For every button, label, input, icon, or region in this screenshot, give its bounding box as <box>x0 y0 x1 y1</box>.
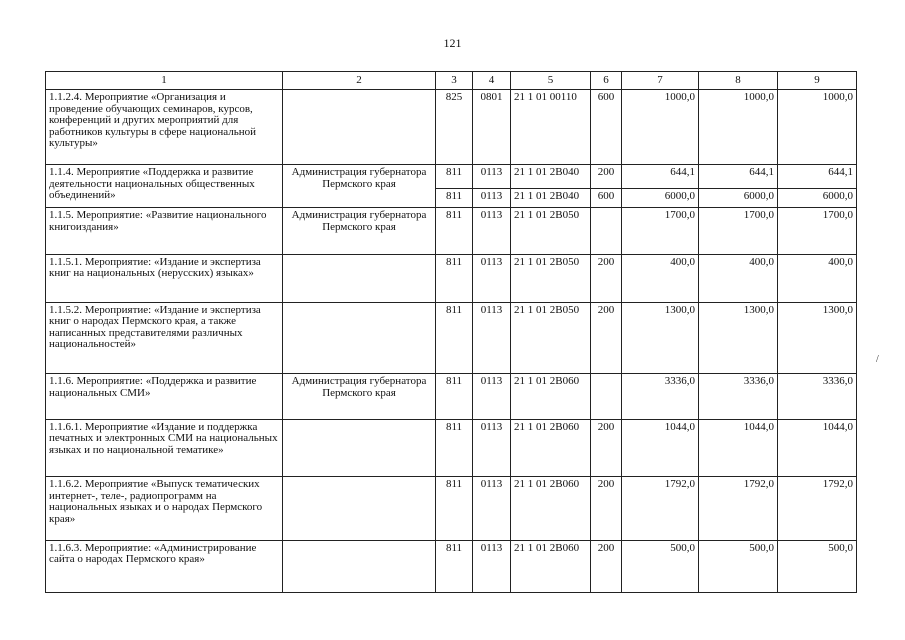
amount-year-3: 644,1 <box>778 165 857 189</box>
amount-year-2: 1300,0 <box>699 302 778 374</box>
amount-year-1: 6000,0 <box>622 188 699 207</box>
page-number: 121 <box>443 36 462 50</box>
amount-year-3: 400,0 <box>778 254 857 302</box>
table-row <box>46 302 857 374</box>
responsible-executor: Администрация губернатора Пермского края <box>283 165 436 208</box>
table-row <box>46 540 857 592</box>
amount-year-1: 1700,0 <box>622 208 699 254</box>
code-expense-type: 600 <box>591 90 622 165</box>
column-number-8: 8 <box>699 72 778 90</box>
activity-name: 1.1.6.1. Мероприятие «Издание и поддержка печатных и электронных СМИ на национальных языках и по национальной тематике» <box>46 419 283 476</box>
code-section: 0113 <box>473 208 511 254</box>
responsible-executor <box>283 302 436 374</box>
table-row <box>46 477 857 541</box>
column-number-2: 2 <box>283 72 436 90</box>
amount-year-1: 1792,0 <box>622 477 699 541</box>
amount-year-2: 1700,0 <box>699 208 778 254</box>
budget-table <box>45 71 857 593</box>
code-grbs: 811 <box>436 254 473 302</box>
amount-year-3: 3336,0 <box>778 374 857 419</box>
code-section: 0113 <box>473 188 511 207</box>
column-number-7: 7 <box>622 72 699 90</box>
amount-year-3: 1044,0 <box>778 419 857 476</box>
code-target-article: 21 1 01 2В050 <box>511 254 591 302</box>
table-row <box>46 419 857 476</box>
activity-name: 1.1.2.4. Мероприятие «Организация и проведение обучающих семинаров, курсов, конференций и других мероприятий для работников культуры в сфере национальной культуры» <box>46 90 283 165</box>
amount-year-1: 1300,0 <box>622 302 699 374</box>
code-target-article: 21 1 01 2В060 <box>511 477 591 541</box>
code-expense-type: 200 <box>591 477 622 541</box>
code-grbs: 811 <box>436 477 473 541</box>
amount-year-2: 3336,0 <box>699 374 778 419</box>
table-row <box>46 90 857 165</box>
code-expense-type: 600 <box>591 188 622 207</box>
code-expense-type: 200 <box>591 419 622 476</box>
code-section: 0113 <box>473 165 511 189</box>
code-expense-type: 200 <box>591 254 622 302</box>
code-section: 0113 <box>473 419 511 476</box>
code-target-article: 21 1 01 2В050 <box>511 302 591 374</box>
code-section: 0113 <box>473 374 511 419</box>
table-row <box>46 374 857 419</box>
activity-name: 1.1.6.2. Мероприятие «Выпуск тематических интернет-, теле-, радиопрограмм на национальных языках и о народах Пермского края» <box>46 477 283 541</box>
code-target-article: 21 1 01 2В060 <box>511 419 591 476</box>
amount-year-3: 1700,0 <box>778 208 857 254</box>
code-section: 0801 <box>473 90 511 165</box>
responsible-executor <box>283 477 436 541</box>
responsible-executor <box>283 254 436 302</box>
code-grbs: 811 <box>436 374 473 419</box>
amount-year-1: 644,1 <box>622 165 699 189</box>
table-row <box>46 208 857 254</box>
amount-year-2: 644,1 <box>699 165 778 189</box>
column-number-3: 3 <box>436 72 473 90</box>
code-grbs: 811 <box>436 188 473 207</box>
code-section: 0113 <box>473 540 511 592</box>
amount-year-2: 1792,0 <box>699 477 778 541</box>
amount-year-3: 1792,0 <box>778 477 857 541</box>
code-grbs: 811 <box>436 302 473 374</box>
amount-year-3: 1000,0 <box>778 90 857 165</box>
activity-name: 1.1.6. Мероприятие: «Поддержка и развитие национальных СМИ» <box>46 374 283 419</box>
code-expense-type: 200 <box>591 165 622 189</box>
activity-name: 1.1.5.1. Мероприятие: «Издание и экспертиза книг на национальных (нерусских) языках» <box>46 254 283 302</box>
margin-mark: / <box>876 354 879 365</box>
code-target-article: 21 1 01 2В050 <box>511 208 591 254</box>
activity-name: 1.1.5. Мероприятие: «Развитие национального книгоиздания» <box>46 208 283 254</box>
amount-year-1: 1000,0 <box>622 90 699 165</box>
amount-year-1: 500,0 <box>622 540 699 592</box>
amount-year-2: 6000,0 <box>699 188 778 207</box>
responsible-executor <box>283 419 436 476</box>
responsible-executor: Администрация губернатора Пермского края <box>283 374 436 419</box>
code-expense-type <box>591 374 622 419</box>
amount-year-2: 400,0 <box>699 254 778 302</box>
activity-name: 1.1.5.2. Мероприятие: «Издание и экспертиза книг о народах Пермского края, а также написанных представителями различных национальностей» <box>46 302 283 374</box>
amount-year-2: 500,0 <box>699 540 778 592</box>
code-target-article: 21 1 01 2В040 <box>511 165 591 189</box>
amount-year-1: 1044,0 <box>622 419 699 476</box>
amount-year-3: 1300,0 <box>778 302 857 374</box>
amount-year-1: 3336,0 <box>622 374 699 419</box>
header-row <box>46 72 857 90</box>
amount-year-1: 400,0 <box>622 254 699 302</box>
column-number-1: 1 <box>46 72 283 90</box>
code-target-article: 21 1 01 2В060 <box>511 540 591 592</box>
code-grbs: 811 <box>436 208 473 254</box>
table-row <box>46 254 857 302</box>
code-target-article: 21 1 01 2В040 <box>511 188 591 207</box>
column-number-5: 5 <box>511 72 591 90</box>
code-section: 0113 <box>473 302 511 374</box>
code-grbs: 825 <box>436 90 473 165</box>
activity-name: 1.1.4. Мероприятие «Поддержка и развитие деятельности национальных общественных объединений» <box>46 165 283 208</box>
code-expense-type: 200 <box>591 540 622 592</box>
column-number-9: 9 <box>778 72 857 90</box>
amount-year-3: 6000,0 <box>778 188 857 207</box>
code-section: 0113 <box>473 254 511 302</box>
code-grbs: 811 <box>436 419 473 476</box>
column-number-6: 6 <box>591 72 622 90</box>
responsible-executor <box>283 540 436 592</box>
column-number-4: 4 <box>473 72 511 90</box>
code-expense-type: 200 <box>591 302 622 374</box>
code-grbs: 811 <box>436 540 473 592</box>
code-target-article: 21 1 01 2В060 <box>511 374 591 419</box>
activity-name: 1.1.6.3. Мероприятие: «Администрирование сайта о народах Пермского края» <box>46 540 283 592</box>
code-section: 0113 <box>473 477 511 541</box>
amount-year-3: 500,0 <box>778 540 857 592</box>
amount-year-2: 1000,0 <box>699 90 778 165</box>
code-target-article: 21 1 01 00110 <box>511 90 591 165</box>
responsible-executor <box>283 90 436 165</box>
amount-year-2: 1044,0 <box>699 419 778 476</box>
code-expense-type <box>591 208 622 254</box>
code-grbs: 811 <box>436 165 473 189</box>
responsible-executor: Администрация губернатора Пермского края <box>283 208 436 254</box>
table-row <box>46 165 857 189</box>
